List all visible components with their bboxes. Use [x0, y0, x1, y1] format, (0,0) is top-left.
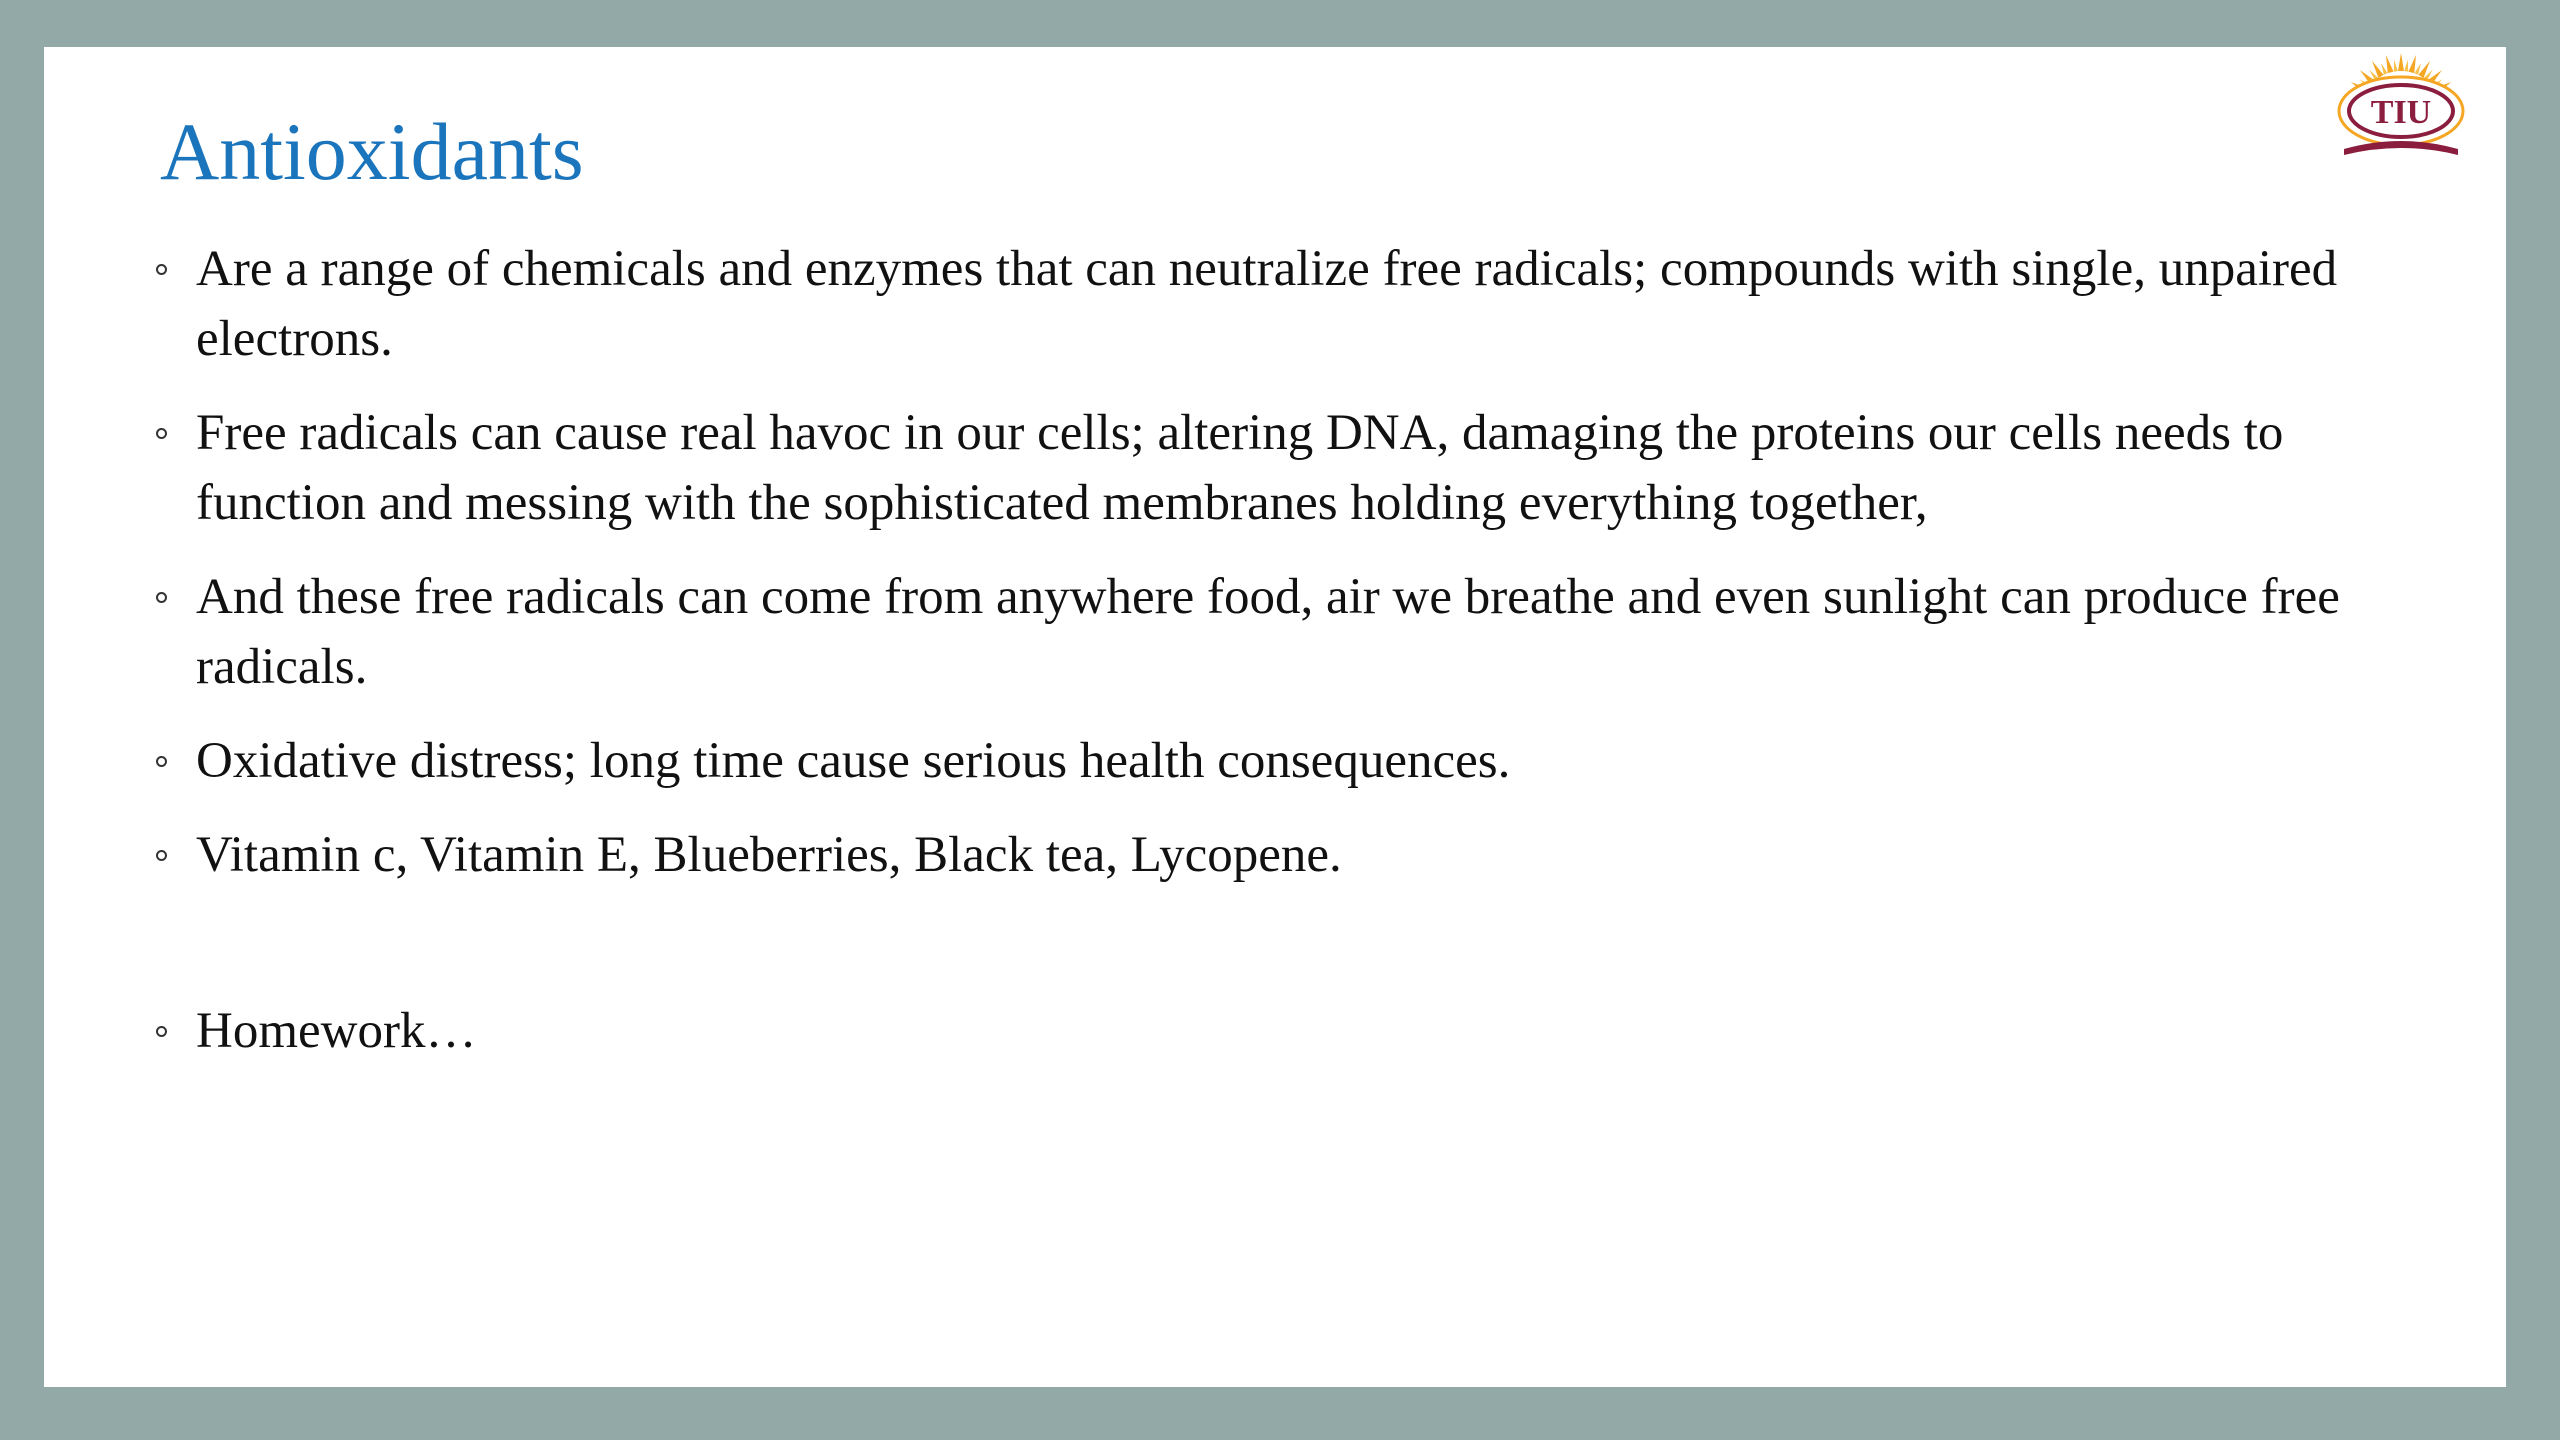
- bullet-item: [112, 726, 2442, 796]
- bullet-list: [112, 234, 2442, 1090]
- slide: [44, 47, 2506, 1387]
- bullet-text: Homework…: [196, 1003, 477, 1059]
- bullet-item: [112, 562, 2442, 702]
- bullet-marker-icon: [156, 592, 167, 603]
- bullet-text: Free radicals can cause real havoc in our cells; altering DNA, damaging the proteins our cells needs to function and messing with the sophisticated membranes holding everything together,: [196, 405, 2284, 531]
- bullet-text: Vitamin c, Vitamin E, Blueberries, Black tea, Lycopene.: [196, 827, 1342, 883]
- slide-title: Antioxidants: [160, 106, 584, 197]
- bullet-marker-icon: [156, 1026, 167, 1037]
- university-logo: [2296, 53, 2506, 173]
- bullet-item: [112, 820, 2442, 890]
- bullet-text: And these free radicals can come from anywhere food, air we breathe and even sunlight can produce free radicals.: [196, 569, 2340, 695]
- bullet-item: [112, 234, 2442, 374]
- book-icon: [2344, 141, 2458, 155]
- bullet-text: Oxidative distress; long time cause serious health consequences.: [196, 733, 1511, 789]
- bullet-marker-icon: [156, 428, 167, 439]
- bullet-item-homework: [112, 996, 2442, 1066]
- bullet-item: [112, 398, 2442, 538]
- logo-text: TIU: [2370, 94, 2432, 131]
- bullet-marker-icon: [156, 264, 167, 275]
- bullet-text: Are a range of chemicals and enzymes that can neutralize free radicals; compounds with single, unpaired electrons.: [196, 241, 2338, 367]
- bullet-marker-icon: [156, 756, 167, 767]
- bullet-marker-icon: [156, 850, 167, 861]
